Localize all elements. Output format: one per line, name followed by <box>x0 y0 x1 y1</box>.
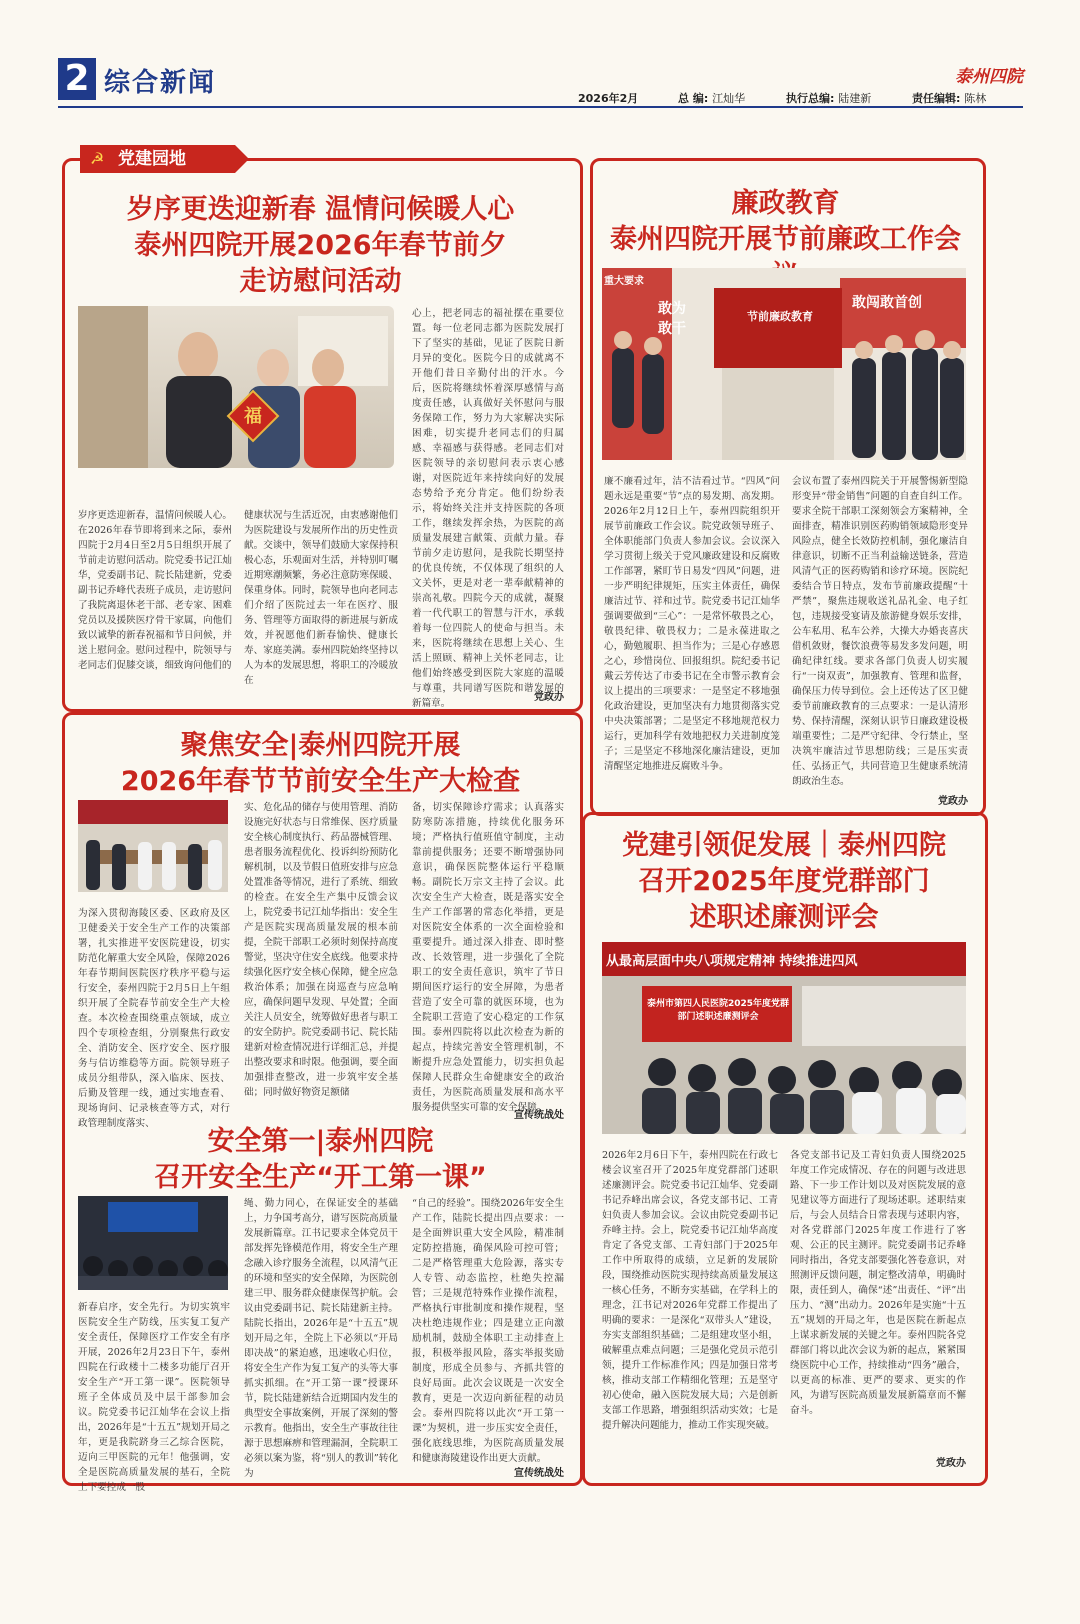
visit-title: 岁序更迭迎新春 温情问候暖人心 泰州四院开展2026年春节前夕 走访慰问活动 <box>126 194 515 297</box>
lesson-title: 安全第一|泰州四院 召开安全生产“开工第一课” <box>154 1126 487 1193</box>
integrity-banner: 节前廉政教育 <box>747 310 813 323</box>
lesson-col3: “自己的经验”。围绕2026年安全生产工作，陆院长提出四点要求：一是全面辨识重大安全风险，精准制定防控措施，确保风险可控可管；二是严格管理重大危险源，落实专人专管、动态监控，杜绝失控漏管；三是规范特殊作业操作流程，严格执行审批制度和操作规程，坚决杜绝违规作业；四是建立正向激励机制，鼓励全体职工主动排查上报，积极举报风险，落实举报奖励制度，形成全员参与、齐抓共管的良好局面。此次会议既是一次安全教育，更是一次迈向新征程的动员会。泰州四院将以此次“开工第一课”为契机，进一步压实安全责任，强化底线思维，为医院高质量发展和健康海陵建设作出更大贡献。 <box>412 1198 564 1464</box>
report-col1: 2026年2月6日下午，泰州四院在行政七楼会议室召开了2025年度党群部门述职述廉测评会。院党委书记江灿华、党委副书记乔峰出席会议，各党支部书记、工青妇负责人参加会议。会议由院党委副书记乔峰主持。会上，院党委书记江灿华高度肯定了各党支部、工青妇部门于2025年工作中所取得的成绩，立足新的发展阶段，围绕推动医院实现持续高质量发展这一核心任务，不断夯实基础，在学科上的理念，江书记对2026年党群工作提出了明确的要求：一是深化“双带头人”建设，夯实支部组织基础；二是组建攻坚小组，破解重点难点问题；三是强化党员示范引领，提升工作标准作风；四是加强日常考核，推动支部工作精细化管理；五是坚守初心使命，融入医院发展大局；六是创新支部工作思路，增强组织活动实效；七是提升解决问题能力，推动工作实现突破。 <box>602 1150 778 1431</box>
integrity-col2: 会议布置了泰州四院关于开展警惕新型隐形变异“带金销售”问题的自查自纠工作。要求全院干部职工深刻领会方案精神，全面排查，精准识别医药购销领域隐形变异风险点，健全长效防控机制，强化廉洁自律意识，切断不正当利益输送链条，营造风清气正的医药购销和诊疗环境。医院纪委结合节日特点，发布节前廉政提醒“十严禁”，聚焦违规收送礼品礼金、电子红包，违规接受宴请及旅游健身娱乐安排，公车私用、私车公养，大操大办婚丧喜庆借机敛财，餐饮浪费等易发多发问题，明确纪律红线。要求各部门负责人切实履行“一岗双责”，加强教育、管理和监督，确保压力传导到位。会上还传达了区卫健委节前廉政教育的三点要求：一是认清形势、保持清醒，深刻认识节日廉政建设极端重要性；二是严守纪律、令行禁止，坚决筑牢廉洁过节思想防线；三是压实责任、弘扬正气，共同营造卫生健康系统清朗政治生态。 <box>792 476 968 787</box>
safety-col2: 实、危化品的储存与使用管理、消防设施完好状态与日常维保、医疗质量安全核心制度执行、药品器械管理、患者服务流程优化、投诉纠纷预防化解机制，以及节假日值班安排与应急处置准备等情况，进行了系统、细致的检查。在安全生产集中反馈会议上，院党委书记江灿华指出：安全生产是医院实现高质量发展的根本前提，全院干部职工必须时刻保持高度警觉，坚决守住安全底线。他要求持续强化医疗安全核心保障，健全应急救治体系；加强在岗巡查与应急响应，确保问题早发现、早处置；全面关注人员安全，统筹做好患者与职工的安全防护。院党委副书记、院长陆建新对检查情况进行详细汇总，并提出整改要求和时限。他强调，要全面加强排查整改，进一步筑牢安全基础；同时做好物资足额储 <box>244 802 398 1098</box>
safety-photo <box>78 800 228 892</box>
integrity-col1: 廉不廉看过年，洁不洁看过节。“四风”问题永远是重要“节”点的易发期、高发期。2026年2月12日上午，泰州四院组织开展节前廉政工作会议。院党政领导班子、全体职能部门负责人参加会议。会议深入学习贯彻上级关于党风廉政建设和反腐败工作部署，紧盯节日易发“四风”问题，进一步严明纪律规矩，压实主体责任，确保廉洁过节、祥和过节。院党委书记江灿华强调要做到“三心”：一是常怀敬畏之心，敬畏纪律、敬畏权力；二是永葆进取之心，勤勉履职、担当作为；三是心存感恩之心，珍惜岗位、回报组织。院纪委书记戴云芳传达了市委书记在全市警示教育会议上提出的三项要求：一是坚定不移地强化政治建设，更加坚决有力地贯彻落实党中央决策部署；二是坚定不移地规范权力运行，更加科学有效地把权力关进制度笼子；三是坚定不移地深化廉洁建设，更加清醒坚定地推进反腐败斗争。 <box>604 476 780 772</box>
resp-editor-credit: 责任编辑: 陈林 <box>912 92 987 105</box>
editor-credit: 总 编: 江灿华 <box>678 92 746 105</box>
fu-character: 福 <box>244 406 262 427</box>
visit-col3: 心上，把老同志的福祉摆在重要位置。每一位老同志都为医院发展打下了坚实的基础，见证了医院日新月异的变化。医院今日的成就离不开他们昔日辛勤付出的汗水。今后，医院将继续怀着深厚感情与高度责任感，认真做好关怀慰问与服务保障工作，努力为大家解决实际困难，切实提升老同志们的归属感、幸福感与获得感。老同志们对医院领导的亲切慰问表示衷心感谢，对医院近年来持续向好的发展态势给予充分肯定。他们纷纷表示，将始终关注并支持医院的各项工作，继续发挥余热，为医院的高质量发展建言献策、贡献力量。春节前夕走访慰问，是我院长期坚持的优良传统，不仅体现了组织的人文关怀，更是对老一辈奉献精神的崇高礼敬。四院今天的成就，凝聚着一代代职工的智慧与汗水，承载着每一位四院人的使命与担当。未来，医院将继续在思想上关心、生活上照顾、精神上关怀老同志，让他们始终感受到医院大家庭的温暖与尊重，共同谱写医院和谐发展的新篇章。 <box>412 308 564 709</box>
integrity-slogan-right: 敢闯敢首创 <box>852 295 922 311</box>
safety-col1: 为深入贯彻海陵区委、区政府及区卫健委关于安全生产工作的决策部署，扎实推进平安医院建设，切实防范化解重大安全风险，保障2026年春节期间医院医疗秩序平稳与运行安全，泰州四院于2月5日上午组织开展了全院春节前安全生产大检查。本次检查围绕重点领域，成立四个专项检查组，分别聚焦行政安全、消防安全、医疗安全、医疗服务与信访维稳等方面。院领导班子成员分组带队，深入临床、医技、后勤及管理一线，通过实地查看、现场询问、记录核查等方式，对行政管理制度落实、 <box>78 908 230 1129</box>
integrity-dept: 党政办 <box>938 796 968 807</box>
lesson-col1: 新春启序，安全先行。为切实筑牢医院安全生产防线，压实复工复产安全责任，保障医疗工作安全有序开展，2026年2月23日下午，泰州四院在行政楼十二楼多功能厅召开安全生产“开工第一课”。医院领导班子全体成员及中层干部参加会议。院党委书记江灿华在会议上指出，2026年是“十五五”规划开局之年，更是我院跻身三乙综合医院，迈向三甲医院的元年！他强调，安全是医院高质量发展的基石，全院上下要控成一股 <box>78 1302 230 1493</box>
visit-col2: 健康状况与生活近况，由衷感谢他们为医院建设与发展所作出的历史性贡献。交谈中，领导们鼓励大家保持积极心态，乐观面对生活，并特别叮嘱近期寒潮频繁，务必注意防寒保暖、保重身体。同时，院领导也向老同志们介绍了医院过去一年在医疗、服务、管理等方面取得的新进展与新成效，并祝愿他们新春愉快、健康长寿、家庭美满。泰州四院始终坚持以人为本的发展思想，将职工的冷暖放在 <box>244 510 398 686</box>
safety-col3: 备，切实保障诊疗需求；认真落实防寒防冻措施，持续优化服务环境；严格执行值班值守制度，主动靠前提供服务；还要不断增强协同意识，确保医院整体运行平稳顺畅。副院长万宗文主持了会议。此次安全生产大检查，既是落实安全生产工作部署的常态化举措，更是对医院安全体系的一次全面检验和重要提升。通过深入排查、即时整改、长效管理，进一步强化了全院职工的安全责任意识，筑牢了节日期间医疗运行的安全屏障，为患者营造了安全可靠的就医环境，也为全院职工营造了安心稳定的工作氛围。泰州四院将以此次检查为新的起点，持续完善安全管理机制，不断提升应急处置能力，切实担负起保障人民群众生命健康安全的政治责任，为医院高质量发展和高水平服务提供坚实可靠的安全保障。 <box>412 802 564 1113</box>
party-emblem-icon: ☭ <box>90 149 105 168</box>
safety-dept: 宣传统战处 <box>514 1110 564 1121</box>
masthead-rule <box>58 106 1023 108</box>
issue-date: 2026年2月 <box>578 92 639 105</box>
lesson-col2: 绳、勤力同心，在保证安全的基础上，力争国考高分，谱写医院高质量发展新篇章。江书记要求全体党员干部发挥先锋模范作用，将安全生产理念融入诊疗服务全流程，以风清气正的环境和坚实的安全保障，为医院创建三甲、服务群众健康保驾护航。会议由党委副书记、院长陆建新主持。陆院长指出，2026年是“十五五”规划开局之年，全院上下必须以“开局即决战”的紧迫感，迅速收心归位，将安全生产作为复工复产的头等大事抓实抓细。在“开工第一课”授课环节，院长陆建新结合近期国内发生的典型安全事故案例，开展了深刻的警示教育。他指出，安全生产事故往往源于思想麻痹和管理漏洞，全院职工必须以案为鉴，将“别人的教训”转化为 <box>244 1198 398 1479</box>
page-number: 2 <box>58 58 96 100</box>
report-photo <box>602 942 966 1134</box>
integrity-slogan-left: 敢为敢干 <box>658 301 686 337</box>
section-title: 综合新闻 <box>104 68 217 98</box>
safety-title: 聚焦安全|泰州四院开展 2026年春节节前安全生产大检查 <box>120 730 521 797</box>
report-dept: 党政办 <box>936 1458 966 1469</box>
report-slogan: 从最高层面中央八项规定精神 持续推进四风 <box>606 954 858 969</box>
lesson-dept: 宣传统战处 <box>514 1468 564 1479</box>
integrity-sign: 重大要求 <box>604 276 644 287</box>
integrity-title: 廉政教育 泰州四院开展节前廉政工作会 <box>610 188 961 255</box>
visit-photo <box>78 306 394 468</box>
report-banner: 泰州市第四人民医院2025年度党群部门述职述廉测评会 <box>646 999 790 1022</box>
report-col2: 各党支部书记及工青妇负责人围绕2025年度工作完成情况、存在的问题与改进思路、下一步工作计划以及对医院发展的意见建议等方面进行了现场述职。述职结束后，与会人员结合日常表现与述职内容，对各党群部门2025年度工作进行了客观、公正的民主测评。院党委副书记乔峰同时指出，各党支部要强化答卷意识，对照测评反馈问题，制定整改清单，明确时限，责任到人，确保“述”出责任、“评”出压力、“测”出动力。2026年是实施“十五五”规划的开局之年，也是医院在新起点上谋求新发展的关键之年。泰州四院各党群部门将以此次会议为新的起点，紧紧围绕医院中心工作，持续推动“四务”融合，以更高的标准、更严的要求、更实的作风，为谱写医院高质量发展新篇章而不懈奋斗。 <box>790 1150 966 1416</box>
exec-editor-credit: 执行总编: 陆建新 <box>786 92 872 105</box>
lesson-photo <box>78 1196 228 1290</box>
newspaper-logo: 泰州四院 <box>955 67 1023 87</box>
visit-col1: 岁序更迭迎新春，温情问候暖人心。在2026年春节即将到来之际，泰州四院于2月4日至2月5日组织开展了节前走访慰问活动。院党委书记江灿华，党委副书记、院长陆建新，党委副书记乔峰代表班子成员，走访慰问了我院离退休老干部、老专家、困难党员以及援陕医疗骨干家属，向他们致以诚挚的新春祝福和节日问候，并送上慰问金。慰问过程中，院领导与老同志们促膝交谈，细致询问他们的 <box>78 510 232 671</box>
report-title: 党建引领促发展｜泰州四院 召开2025年度党群部门 述职述廉测评会 <box>622 830 946 933</box>
column-tab: ☭ 党建园地 <box>80 145 235 173</box>
visit-dept: 党政办 <box>534 692 564 703</box>
integrity-photo <box>602 268 966 460</box>
